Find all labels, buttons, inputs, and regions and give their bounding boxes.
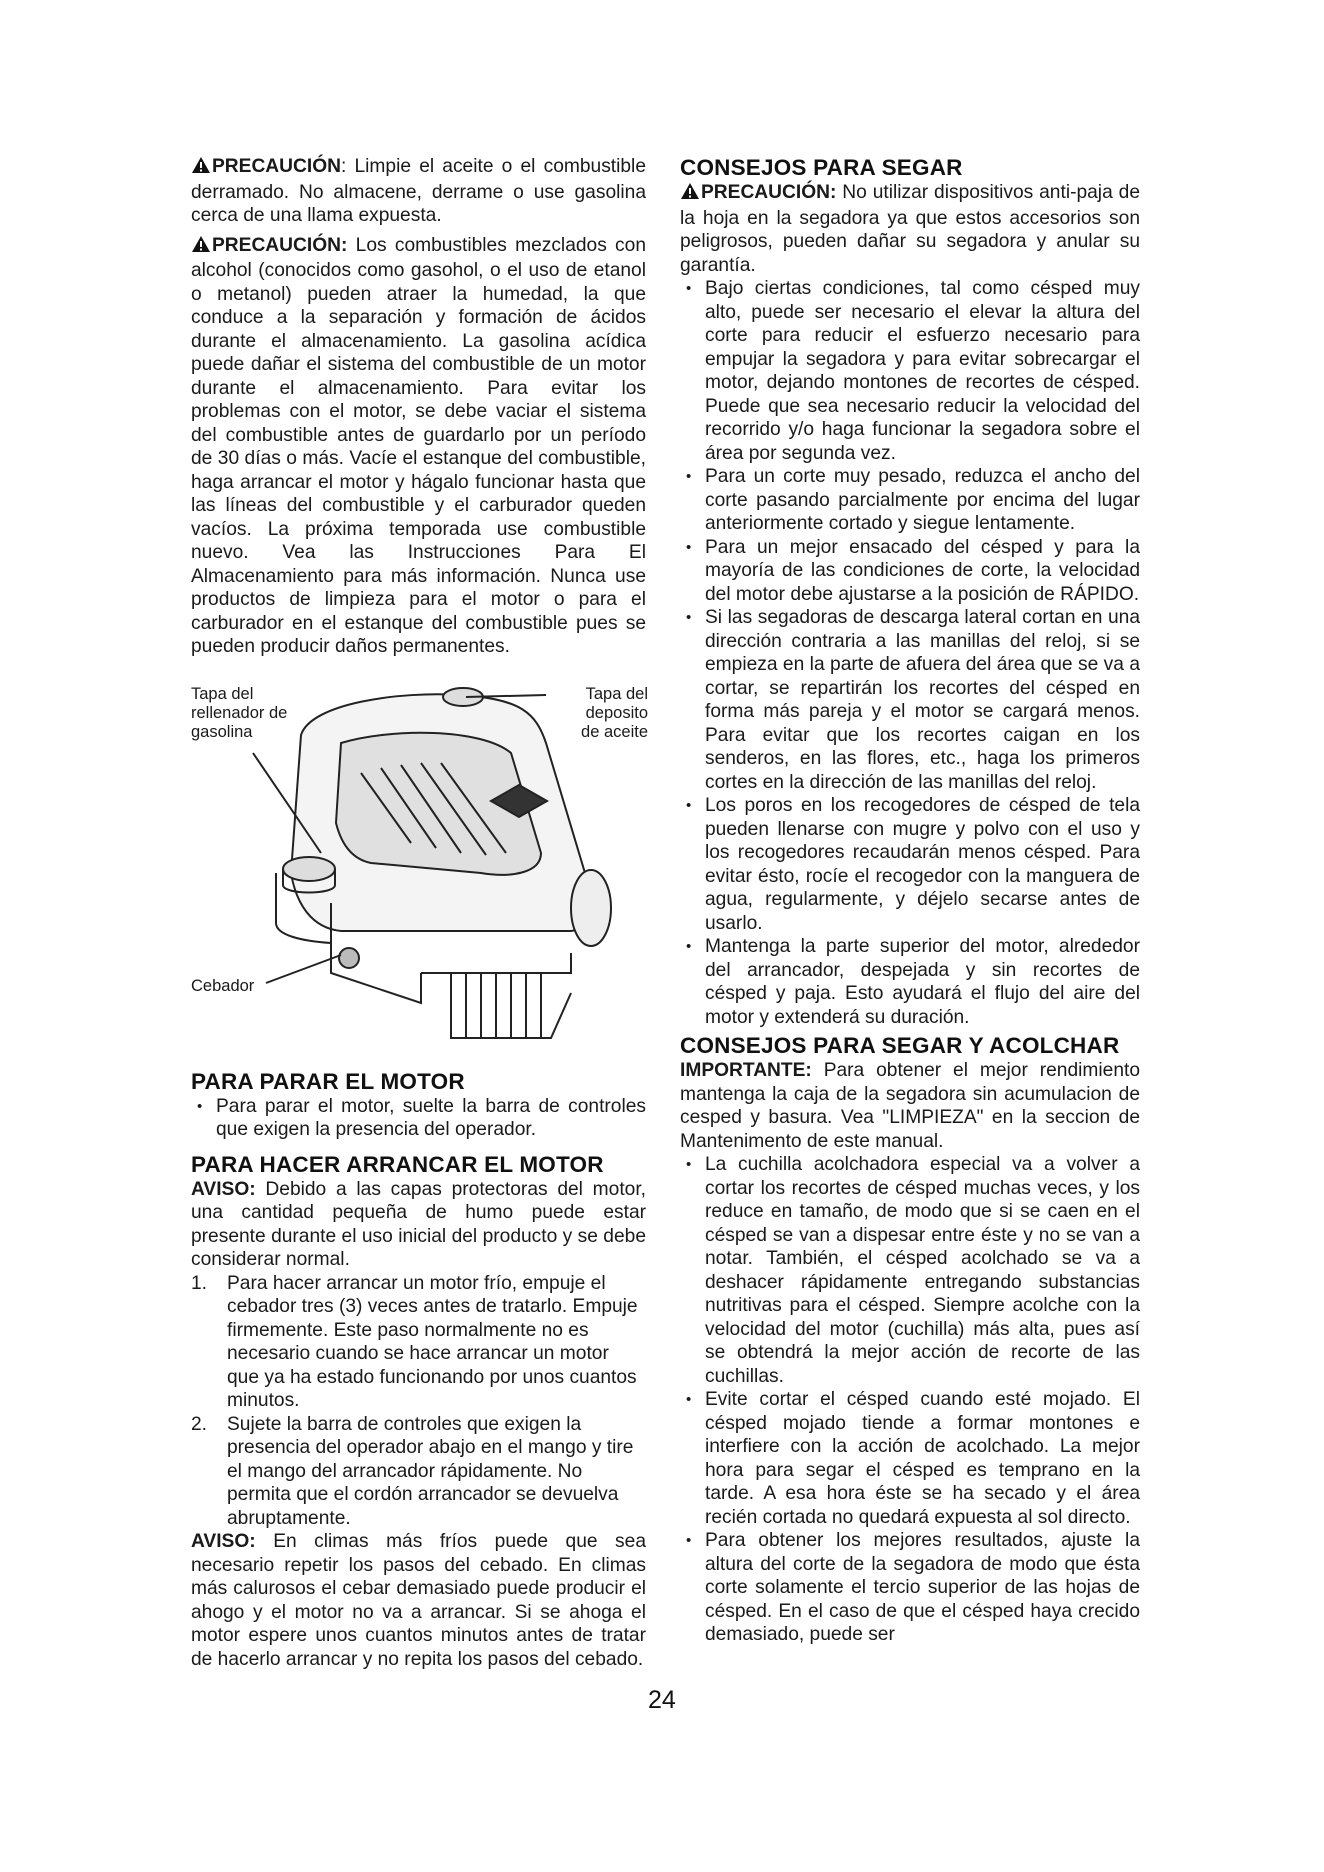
warning-label: PRECAUCIÓN: (212, 234, 348, 256)
notice-text: Debido a las capas protectoras del motor, una cantidad pequeña de humo puede estar presente durante el uso inicial del producto y se debe considerar normal. (191, 1178, 646, 1270)
warning-triangle-icon (191, 156, 211, 181)
warning-text: Los combustibles mezclados con alcohol (conocidos como gasohol, o el uso de etanol o metanol) pueden atraer la humedad, la que conduce a la separación y formación de ácidos durante el almacenamiento. La gasolina acídica puede dañar el sistema del combustible de un motor durante el almacenamiento. Para evitar los problemas con el motor, se debe vaciar el sistema del combustible antes de guardarlo por un período de 30 días o más. Vacíe el estanque del combustible, haga arrancar el motor y hágalo funcionar hasta que las líneas del combustible y el carburador queden vacíos. La próxima temporada use combustible nuevo. Vea las Instrucciones Para El Almacenamiento para más información. Nunca use productos de limpieza para el motor o para el carburador en el estanque del combustible pues se pueden producir daños permanentes. (191, 234, 646, 657)
start-engine-heading: PARA HACER ARRANCAR EL MOTOR (191, 1151, 604, 1177)
mowing-tips-list (680, 277, 1140, 1029)
stop-engine-heading: PARA PARAR EL MOTOR (191, 1068, 465, 1094)
warning-label: PRECAUCIÓN (212, 156, 341, 177)
notice-label: AVISO: (191, 1531, 256, 1552)
step-number: 2. (191, 1413, 208, 1435)
fuel-spill-warning (191, 155, 646, 228)
warning-triangle-icon (680, 182, 700, 207)
mulching-tips-list (680, 1153, 1140, 1647)
list-item: • Bajo ciertas condiciones, tal como césped muy alto, puede ser necesario el elevar la altura del corte para reducir el esfuerzo necesario para empujar la segadora y para evitar sobrecargar el motor, dejando montones de recortes de césped. Puede que sea necesario reducir la velocidad del recorrido y/o haga funcionar la segadora sobre el área por segunda vez. (680, 277, 1140, 465)
start-steps-list (191, 1272, 646, 1531)
list-item: • Para un mejor ensacado del césped y para la mayoría de las condiciones de corte, la velocidad del motor debe ajustarse a la posición de RÁPIDO. (680, 536, 1140, 607)
page-number: 24 (648, 1686, 676, 1714)
mowing-tips-heading: CONSEJOS PARA SEGAR (680, 155, 963, 180)
list-item: • Si las segadoras de descarga lateral cortan en una dirección contraria a las manillas del reloj, si se empieza en la parte de afuera del área que se va a cortar, se repartirán los recortes del césped en forma más pareja y el motor se cargará menos. Para evitar que los recortes caigan en los senderos, en las flores, etc., haga los primeros cortes en la dirección de las manillas del reloj. (680, 606, 1140, 794)
warning-text: : Limpie el aceite o el combustible derramado. No almacene, derrame o use gasolina cerca de una llama expuesta. (191, 156, 646, 226)
primer-caption: Cebador (191, 976, 255, 995)
list-item: • Mantenga la parte superior del motor, alrededor del arrancador, despejada y sin recortes de césped y paja. Esto ayudará el flujo del aire del motor y extenderá su duración. (680, 935, 1140, 1029)
step-text: Sujete la barra de controles que exigen la presencia del operador abajo en el mango y tire el mango del arrancador rápidamente. No permita que el cordón arrancador se devuelva abruptamente. (227, 1413, 634, 1529)
list-item: • Para obtener los mejores resultados, ajuste la altura del corte de la segadora de modo que ésta corte solamente el tercio superior de las hojas de césped. En el caso de que el césped haya crecido demasiado, puede ser (680, 1529, 1140, 1647)
engine-figure (191, 673, 651, 1053)
warning-text: No utilizar dispositivos anti-paja de la hoja en la segadora ya que estos accesorios son peligrosos, pueden dañar su segadora y anular su garantía. (680, 182, 1140, 276)
important-label: IMPORTANTE: (680, 1060, 812, 1081)
warning-triangle-icon (191, 235, 211, 260)
start-notice-2 (191, 1530, 646, 1671)
notice-label: AVISO: (191, 1178, 256, 1200)
list-item: • Para parar el motor, suelte la barra de controles que exigen la presencia del operador. (191, 1095, 646, 1142)
list-item: • Los poros en los recogedores de césped de tela pueden llenarse con mugre y polvo con el uso y los recogedores recaudarán menos césped. Para evitar ésto, rocíe el recogedor con la manguera de agua, regularmente, y déjelo secarse antes de usarlo. (680, 794, 1140, 935)
start-notice-1 (191, 1178, 646, 1272)
important-text: Para obtener el mejor rendimiento mantenga la caja de la segadora sin acumulacion de cesped y basura. Vea "LIMPIEZA" en la seccion de Mantenimento de este manual. (680, 1060, 1140, 1152)
right-column (680, 155, 1140, 1647)
mulching-tips-heading: CONSEJOS PARA SEGAR Y ACOLCHAR (680, 1033, 1120, 1058)
stop-engine-list (191, 1095, 646, 1142)
list-item (191, 1272, 646, 1413)
alcohol-fuel-warning (191, 234, 646, 659)
left-column (191, 155, 646, 1671)
oil-cap-caption: Tapa del deposito de aceite (581, 684, 648, 741)
anti-paja-warning (680, 181, 1140, 277)
step-number: 1. (191, 1272, 208, 1294)
important-note (680, 1059, 1140, 1153)
notice-text: En climas más fríos puede que sea necesario repetir los pasos del cebado. En climas más calurosos el cebar demasiado puede producir el ahogo y el motor no va a arrancar. Si se ahoga el motor espere unos cuantos minutos antes de tratar de hacerlo arrancar y no repita los pasos del cebado. (191, 1531, 646, 1670)
fuel-cap-caption: Tapa del rellenador de gasolina (191, 684, 288, 741)
list-item (191, 1413, 646, 1531)
warning-label: PRECAUCIÓN: (701, 182, 837, 203)
list-item: • La cuchilla acolchadora especial va a volver a cortar los recortes de césped muchas veces, y los reduce en tamaño, de modo que si se caen en el césped se van a dispesar entre éste y no se van a notar. También, el césped acolchado se va a deshacer rápidamente entregando substancias nutritivas para el césped. Siempre acolche con la velocidad del motor (cuchilla) más alta, pues así se obtendrá la mejor acción de recorte de las cuchillas. (680, 1153, 1140, 1388)
step-text: Para hacer arrancar un motor frío, empuje el cebador tres (3) veces antes de tratarlo. Empuje firmemente. Este paso normalmente no es necesario cuando se hace arrancar un motor que ya ha estado funcionando por unos cuantos minutos. (227, 1272, 638, 1411)
list-item: • Para un corte muy pesado, reduzca el ancho del corte pasando parcialmente por encima del lugar anteriormente cortado y siegue lentamente. (680, 465, 1140, 536)
list-item: • Evite cortar el césped cuando esté mojado. El césped mojado tiende a formar montones e interfiere con la acción de acolchado. La mejor hora para segar el césped es temprano en la tarde. A esa hora éste se ha secado y el área recién cortada no quedará expuesta al sol directo. (680, 1388, 1140, 1529)
